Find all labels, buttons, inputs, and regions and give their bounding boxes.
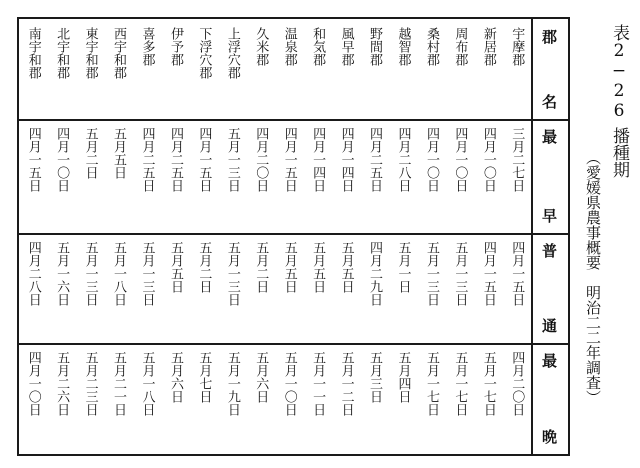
earliest-date: 五月五日 (111, 127, 127, 179)
latest-date: 五月六日 (253, 351, 269, 403)
latest-date: 四月二〇日 (509, 351, 525, 416)
normal-header: 普 通 (540, 243, 558, 333)
earliest-date: 四月一四日 (338, 127, 354, 192)
district-name: 風早郡 (338, 27, 354, 66)
district-name: 下浮穴郡 (196, 27, 212, 79)
row-divider (19, 343, 568, 345)
district-name: 周布郡 (452, 27, 468, 66)
normal-date: 五月一日 (395, 241, 411, 293)
latest-date: 五月二一日 (111, 351, 127, 416)
latest-date: 五月一七日 (480, 351, 496, 416)
earliest-date: 四月一〇日 (480, 127, 496, 192)
sowing-period-table (17, 17, 570, 456)
latest-date: 五月四日 (395, 351, 411, 403)
latest-date: 五月七日 (196, 351, 212, 403)
normal-date: 五月一三日 (82, 241, 98, 306)
district-name: 北宇和郡 (54, 27, 70, 79)
district-name: 上浮穴郡 (224, 27, 240, 79)
district-name: 新居郡 (480, 27, 496, 66)
earliest-date: 四月一五日 (25, 127, 41, 192)
table-title-block (576, 24, 636, 460)
latest-date: 五月一〇日 (281, 351, 297, 416)
district-name: 越智郡 (395, 27, 411, 66)
district-name: 東宇和郡 (82, 27, 98, 79)
normal-date: 五月二日 (196, 241, 212, 293)
district-name: 伊予郡 (167, 27, 183, 66)
normal-date: 五月五日 (310, 241, 326, 293)
normal-date: 五月一六日 (54, 241, 70, 306)
latest-date: 五月六日 (167, 351, 183, 403)
earliest-date: 四月二〇日 (253, 127, 269, 192)
latest-date: 五月三日 (367, 351, 383, 403)
district-name: 和気郡 (310, 27, 326, 66)
latest-date: 五月一九日 (224, 351, 240, 416)
earliest-date: 四月二八日 (395, 127, 411, 192)
normal-date: 五月五日 (338, 241, 354, 293)
latest-header: 最 晩 (540, 353, 558, 444)
latest-date: 五月一八日 (139, 351, 155, 416)
earliest-date: 四月一五日 (196, 127, 212, 192)
earliest-date: 四月一〇日 (54, 127, 70, 192)
latest-date: 四月一〇日 (25, 351, 41, 416)
district-name: 野間郡 (367, 27, 383, 66)
normal-date: 五月一八日 (111, 241, 127, 306)
normal-date: 五月一三日 (452, 241, 468, 306)
earliest-date: 四月一〇日 (423, 127, 439, 192)
earliest-date: 四月一五日 (281, 127, 297, 192)
earliest-date: 四月一〇日 (452, 127, 468, 192)
header-column-divider (531, 19, 533, 454)
latest-date: 五月一七日 (452, 351, 468, 416)
normal-date: 五月五日 (167, 241, 183, 293)
normal-date: 五月一三日 (423, 241, 439, 306)
earliest-date: 五月一三日 (224, 127, 240, 192)
latest-date: 五月一二日 (338, 351, 354, 416)
latest-date: 五月一一日 (310, 351, 326, 416)
earliest-date: 四月二五日 (167, 127, 183, 192)
normal-date: 五月一三日 (224, 241, 240, 306)
district-name: 西宇和郡 (111, 27, 127, 79)
district-name: 宇摩郡 (509, 27, 525, 66)
normal-date: 四月一五日 (480, 241, 496, 306)
latest-date: 五月一七日 (423, 351, 439, 416)
district-header: 郡 名 (540, 29, 558, 109)
earliest-date: 三月二七日 (509, 127, 525, 192)
district-name: 南宇和郡 (25, 27, 41, 79)
normal-date: 五月二日 (253, 241, 269, 293)
row-divider (19, 233, 568, 235)
earliest-date: 四月二五日 (367, 127, 383, 192)
earliest-header: 最 早 (540, 129, 558, 223)
normal-date: 五月一三日 (139, 241, 155, 306)
earliest-date: 四月二五日 (139, 127, 155, 192)
latest-date: 五月二六日 (54, 351, 70, 416)
normal-date: 四月一五日 (509, 241, 525, 306)
normal-date: 五月五日 (281, 241, 297, 293)
table-number: 表2−26播種期 (609, 24, 629, 178)
latest-date: 五月二三日 (82, 351, 98, 416)
district-name: 喜多郡 (139, 27, 155, 66)
district-name: 久米郡 (253, 27, 269, 66)
earliest-date: 四月一四日 (310, 127, 326, 192)
district-name: 桑村郡 (423, 27, 439, 66)
normal-date: 四月二九日 (367, 241, 383, 306)
table-source-note: （愛媛県農事概要 明治二二年調査） (584, 150, 602, 405)
district-name: 温泉郡 (281, 27, 297, 66)
row-divider (19, 119, 568, 121)
earliest-date: 五月二日 (82, 127, 98, 179)
normal-date: 四月二八日 (25, 241, 41, 306)
